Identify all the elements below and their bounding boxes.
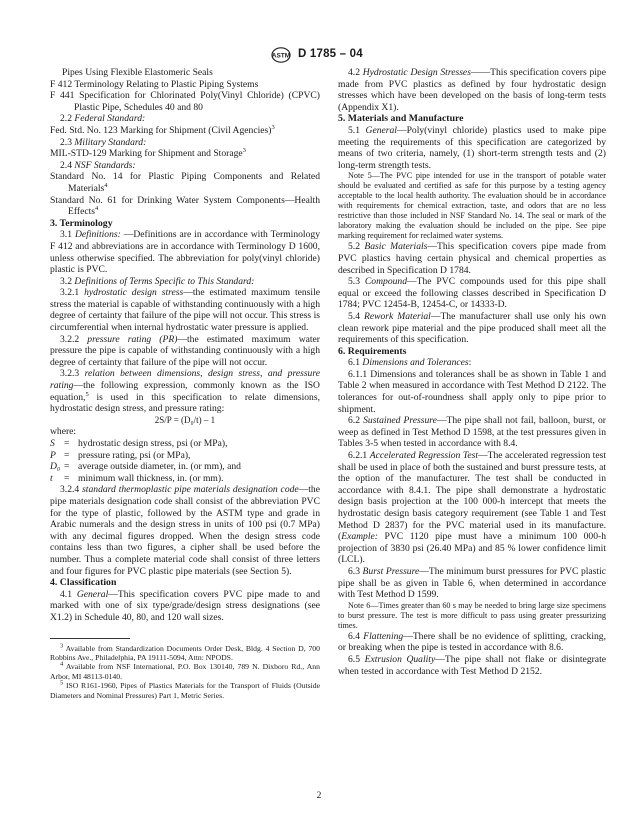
page-header bbox=[0, 47, 638, 63]
svg-text:ASTM: ASTM bbox=[271, 52, 291, 60]
where-label: where: bbox=[50, 426, 77, 438]
paragraph-4-1: 4.1 General—This specification covers PVC pipe made to and marked with one of six type/grade/design stress designations (see X1.2) in Schedule 40, 80, and 120 wall sizes. bbox=[50, 588, 320, 623]
paragraph-5-1: 5.1 General—Poly(vinyl chloride) plastics used to make pipe meeting the requirements of this specification are categorized by means of two criteria, namely, (1) short-term strength tests and (2) long-term strength tests. bbox=[338, 124, 606, 171]
footnote: $^3$ Available from Standardization Documents Order Desk, Bldg. 4 Section D, 700 Robbins Ave., Philadelphia, PA 19111-5094, Attn: NPODS. bbox=[50, 641, 320, 662]
reference-item: Standard No. 14 for Plastic Piping Components and Related Materials$^4$ bbox=[50, 171, 320, 194]
section-heading: 6. Requirements bbox=[338, 345, 407, 357]
page-number: 2 bbox=[316, 791, 322, 801]
paragraph-3-1: 3.1 Definitions: —Definitions are in accordance with Terminology F 412 and abbreviations are in accordance with Terminology D 1600, unless otherwise specified. The abbreviation for poly(vinyl chloride) plastic is PVC. bbox=[50, 229, 320, 276]
section-2-4: 2.4 NSF Standards: bbox=[60, 159, 136, 171]
section-heading: 5. Materials and Manufacture bbox=[338, 113, 464, 125]
paragraph-5-2: 5.2 Basic Materials—This specification covers pipe made from PVC plastics having certain physical and chemical properties as described in Specification D 1784. bbox=[338, 241, 606, 276]
paragraph-3-2-1: 3.2.1 hydrostatic design stress—the estimated maximum tensile stress the material is capable of withstanding continuously with a high degree of certainty that failure of the pipe will not occur. This stress is circumferential when internal hydrostatic water pressure is applied. bbox=[50, 287, 320, 334]
paragraph-6-5: 6.5 Extrusion Quality—The pipe shall not flake or disintegrate when tested in accordance with Test Method D 2152. bbox=[338, 653, 606, 677]
where-block bbox=[50, 426, 320, 484]
paragraph-3-2: 3.2 Definitions of Terms Specific to This Standard: bbox=[60, 275, 255, 287]
astm-logo-icon bbox=[271, 47, 291, 63]
paragraph-3-2-2: 3.2.2 pressure rating (PR)—the estimated maximum water pressure the pipe is capable of withstanding continuously with a high degree of certainty that failure of the pipe will not occur. bbox=[50, 333, 320, 368]
where-row: t = minimum wall thickness, in. (or mm). bbox=[50, 472, 224, 484]
paragraph-4-2: 4.2 Hydrostatic Design Stresses——This specification covers pipe made from PVC plastics as defined by four hydrostatic design stresses which have been developed on the basis of long-term tests (Appendix X1). bbox=[338, 67, 606, 113]
footnote: $^4$ Available from NSF International, P.O. Box 130140, 789 N. Dixboro Rd., Ann Arbor, MI 48113-0140. bbox=[50, 660, 320, 681]
reference-item: Pipes Using Flexible Elastomeric Seals bbox=[62, 67, 213, 78]
reference-item: F 441 Specification for Chlorinated Poly(Vinyl Chloride) (CPVC) Plastic Pipe, Schedules 40 and 80 bbox=[50, 90, 320, 113]
paragraph-3-2-4: 3.2.4 standard thermoplastic pipe materials designation code—the pipe materials designation code shall consist of the abbreviation PVC for the type of plastic, followed by the ASTM type and grade in Arabic numerals and the design stress in units of 100 psi (0.7 MPa) with any decimal figures dropped. When the design stress code contains less than two figures, a cipher shall be used before the number. Thus a complete material code shall consist of three letters and four figures for PVC plastic pipe materials (see Section 5). bbox=[50, 484, 320, 577]
paragraph-6-2: 6.2 Sustained Pressure—The pipe shall not fail, balloon, burst, or weep as defined in Test Method D 1598, at the test pressures given in Tables 3-5 when tested in accordance with 8.4. bbox=[338, 415, 606, 450]
paragraph-6-2-1: 6.2.1 Accelerated Regression Test—The accelerated regression test shall be used in place of both the sustained and burst pressure tests, at the option of the manufacturer. The test shall be conducted in accordance with 8.4.1. The pipe shall demonstrate a hydrostatic design basis projection at the 100 000-h intercept that meets the hydrostatic design basis category requirement (see Table 1 and Test Method D 2837) for the PVC material used in its manufacture. (Example: PVC 1120 pipe must have a minimum 100 000-h projection of 3830 psi (26.40 MPa) and 85 % lower confidence limit (LCL). bbox=[338, 450, 606, 566]
paragraph-6-1-1: 6.1.1 Dimensions and tolerances shall be as shown in Table 1 and Table 2 when measured in accordance with Test Method D 2122. The tolerances for out-of-roundness shall apply only to pipe prior to shipment. bbox=[338, 368, 606, 415]
footnote-divider bbox=[50, 638, 130, 639]
note-6: Note 6—Times greater than 60 s may be needed to bring large size specimens to burst pressure. The test is more difficult to pass using greater pressurizing times. bbox=[338, 600, 606, 630]
paragraph-5-3: 5.3 Compound—The PVC compounds used for this pipe shall equal or exceed the following classes described in Specification D 1784; PVC 12454-B, 12454-C, or 14333-D. bbox=[338, 276, 606, 311]
paragraph-6-3: 6.3 Burst Pressure—The minimum burst pressures for PVC plastic pipe shall be as given in Table 6, when determined in accordance with Test Method D 1599. bbox=[338, 565, 606, 601]
document-number: D 1785 – 04 bbox=[298, 48, 363, 60]
right-column bbox=[338, 67, 606, 677]
section-2-2: 2.2 Federal Standard: bbox=[60, 113, 146, 125]
iso-equation: 2S/P = (D₀/t) – 1 bbox=[154, 414, 216, 425]
section-heading: 3. Terminology bbox=[50, 217, 113, 229]
section-heading: 4. Classification bbox=[50, 577, 117, 589]
reference-item: Fed. Std. No. 123 Marking for Shipment (Civil Agencies)$^3$ bbox=[50, 123, 275, 136]
paragraph-6-1: 6.1 Dimensions and Tolerances: bbox=[348, 357, 472, 369]
where-row: S = hydrostatic design stress, psi (or MPa), bbox=[50, 438, 228, 449]
where-row: D₀ = average outside diameter, in. (or mm), and bbox=[50, 461, 241, 473]
note-5: Note 5—The PVC pipe intended for use in the transport of potable water should be evaluated and certified as safe for this purpose by a testing agency acceptable to the local health authority. The evaluation should be in accordance with requirements for chemical extraction, taste, and odors that are no less restrictive than those included in NSF Standard No. 14. The seal or mark of the laboratory making the evaluation should be included on the pipe. See pipe marking requirement for reclaimed water systems. bbox=[338, 171, 607, 241]
section-2-3: 2.3 Military Standard: bbox=[60, 136, 147, 148]
reference-item: MIL-STD-129 Marking for Shipment and Storage$^3$ bbox=[50, 146, 246, 160]
reference-item: F 412 Terminology Relating to Plastic Piping Systems bbox=[50, 78, 259, 90]
paragraph-3-2-3: 3.2.3 relation between dimensions, design stress, and pressure rating—the following expression, commonly known as the ISO equation,$^5$ is used in this specification to relate dimensions, hydrostatic design stress, and pressure rating: bbox=[50, 368, 320, 415]
paragraph-6-4: 6.4 Flattening—There shall be no evidence of splitting, cracking, or breaking when the pipe is tested in accordance with 8.6. bbox=[338, 630, 606, 654]
left-column bbox=[50, 67, 320, 700]
reference-item: Standard No. 61 for Drinking Water System Components—Health Effects$^4$ bbox=[50, 194, 320, 218]
paragraph-5-4: 5.4 Rework Material—The manufacturer shall use only his own clean rework pipe material and the pipe produced shall meet all the requirements of this specification. bbox=[338, 310, 607, 346]
where-row: P = pressure rating, psi (or MPa), bbox=[50, 449, 191, 461]
footnote: $^5$ ISO R161-1960, Pipes of Plastics Materials for the Transport of Fluids (Outside Diameters and Nominal Pressures) Part 1, Metric Series. bbox=[50, 679, 320, 700]
